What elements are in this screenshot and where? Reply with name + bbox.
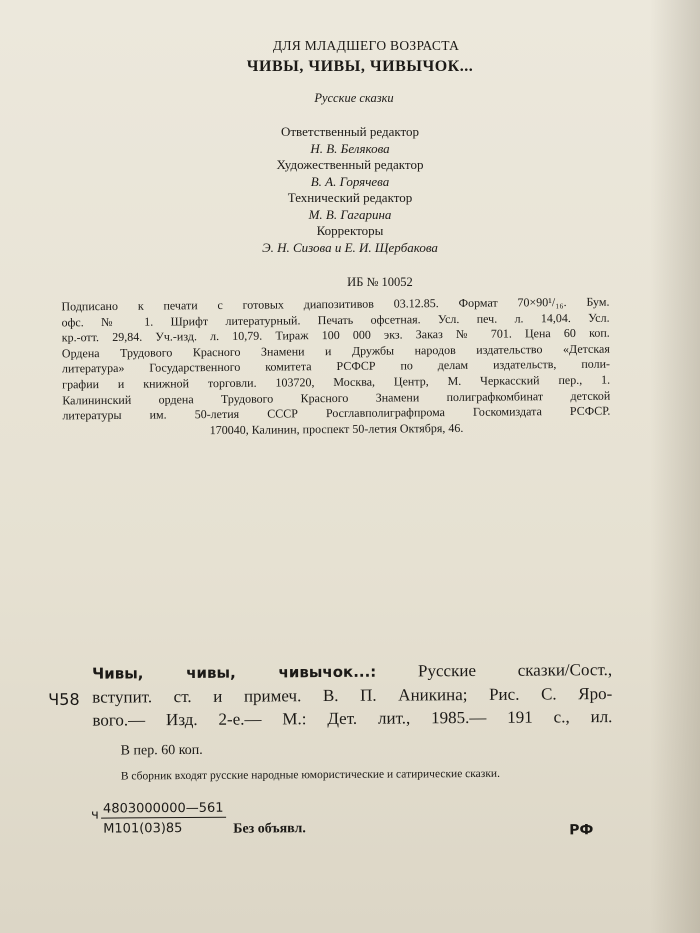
fraction-denominator: М101(03)85 bbox=[103, 821, 183, 837]
imprint-line: Калининский ордена Трудового Красного Знамени полиграфкомбинат детской bbox=[62, 388, 611, 407]
series-label: ДЛЯ МЛАДШЕГО ВОЗРАСТА bbox=[272, 38, 460, 53]
fraction-prefix: ч bbox=[91, 807, 99, 823]
annotation-text: В сборник входят русские народные юмористические и сатирические сказки. bbox=[120, 767, 500, 783]
credit-name: Н. В. Белякова bbox=[310, 140, 390, 156]
imprint-line: графии и книжной торговли. 103720, Москва, Центр, М. Черкасский пер., 1. bbox=[62, 372, 611, 392]
entry-line-3: вого.— Изд. 2-е.— М.: Дет. лит., 1985.— 191 с., ил. bbox=[92, 707, 613, 730]
classification-code: Ч58 bbox=[48, 689, 80, 709]
entry-line-1-rest: Русские сказки/Сост., bbox=[417, 660, 613, 681]
credits-block bbox=[0, 124, 700, 256]
credit-role: Художественный редактор bbox=[276, 157, 424, 172]
imprint-line: литературы им. 50-летия СССР Росглавполиграфпрома Госкомиздата РСФСР. bbox=[62, 403, 611, 423]
credit-role: Технический редактор bbox=[287, 190, 413, 205]
credit-name: Э. Н. Сизова и Е. И. Щербакова bbox=[262, 239, 438, 255]
isbn-number: ИБ № 10052 bbox=[347, 275, 413, 289]
credit-role: Ответственный редактор bbox=[280, 124, 420, 139]
rf-mark: РФ bbox=[569, 822, 594, 839]
imprint-line: офс. № 1. Шрифт литературный. Печать офсетная. Усл. печ. л. 14,04. Усл. bbox=[61, 310, 610, 329]
imprint-address: 170040, Калинин, проспект 50-летия Октября, 46. bbox=[209, 420, 464, 437]
imprint-block bbox=[61, 295, 610, 440]
imprint-line: Подписано к печати с готовых диапозитивов 03.12.85. Формат 70×90¹/₁₆. Бум. bbox=[61, 294, 610, 314]
credit-name: В. А. Горячева bbox=[310, 173, 390, 189]
book-subtitle: Русские сказки bbox=[314, 91, 394, 105]
entry-line-2: вступит. ст. и примеч. В. П. Аникина; Рис. С. Яро- bbox=[92, 684, 613, 707]
credit-name: М. В. Гагарина bbox=[308, 206, 392, 222]
fraction-numerator: 4803000000—561 bbox=[101, 801, 226, 819]
book-title: ЧИВЫ, ЧИВЫ, ЧИВЫЧОК... bbox=[246, 58, 474, 75]
bibliographic-entry bbox=[92, 658, 612, 732]
price-text: В пер. 60 коп. bbox=[120, 742, 203, 759]
entry-title: Чивы, чивы, чивычок...: bbox=[92, 662, 377, 683]
entry-line-1 bbox=[92, 658, 612, 686]
imprint-line: литература» Государственного комитета РСФСР по делам издательств, поли- bbox=[61, 356, 611, 376]
credit-role: Корректоры bbox=[316, 223, 384, 238]
catalog-card bbox=[48, 658, 613, 839]
imprint-line: кр.-отт. 29,84. Уч.-изд. л. 10,79. Тираж 100 000 экз. Заказ № 701. Цена 60 коп. bbox=[61, 325, 610, 345]
no-announcement-text: Без объявл. bbox=[233, 821, 306, 837]
imprint-line: Ордена Трудового Красного Знамени и Дружбы народов издательство «Детская bbox=[61, 341, 610, 361]
